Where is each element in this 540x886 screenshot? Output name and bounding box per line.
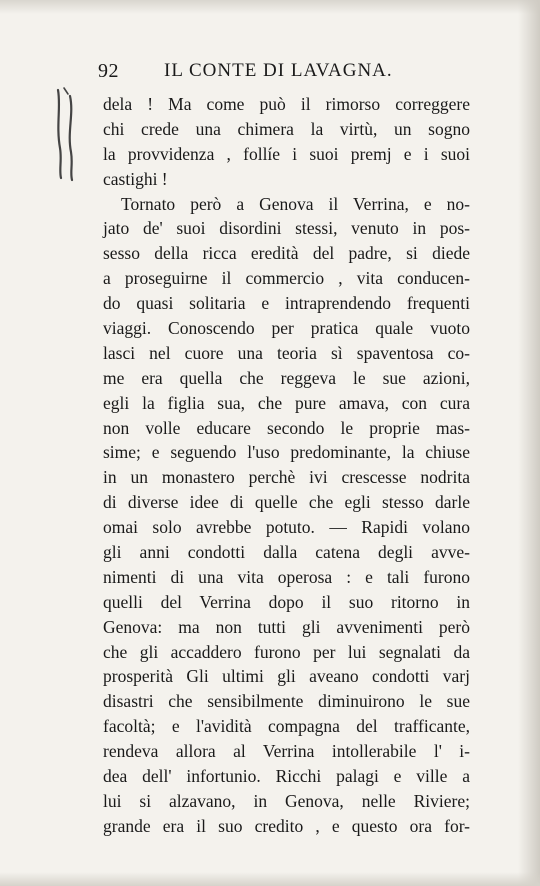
page-text bbox=[103, 92, 470, 839]
text-line: prosperità Gli ultimi gli aveano condotti varj bbox=[103, 666, 470, 687]
text-line: do quasi solitaria e intraprendendo frequenti bbox=[103, 293, 470, 314]
text-line: nimenti di una vita operosa : e tali furono bbox=[103, 566, 470, 587]
text-line: dela ! Ma come può il rimorso correggere bbox=[103, 94, 470, 114]
text-line: quelli del Verrina dopo il suo ritorno in bbox=[103, 591, 470, 612]
text-line: in un monastero perchè ivi crescesse nodrita bbox=[103, 467, 470, 488]
text-line: che gli accaddero furono per lui segnalati da bbox=[103, 641, 470, 662]
text-line: lui si alzavano, in Genova, nelle Riviere; bbox=[103, 790, 470, 811]
text-line: castighi ! bbox=[103, 168, 168, 189]
running-title: IL CONTE DI LAVAGNA. bbox=[164, 60, 393, 81]
page-edge-bottom bbox=[0, 872, 540, 886]
page-edge-right bbox=[518, 0, 540, 886]
page-edge-top bbox=[0, 0, 540, 14]
text-line: rendeva allora al Verrina intollerabile l' i- bbox=[103, 741, 470, 762]
text-line: sesso della ricca eredità del padre, si diede bbox=[103, 243, 470, 264]
text-line: viaggi. Conoscendo per pratica quale vuoto bbox=[103, 318, 470, 339]
page-header bbox=[98, 60, 470, 90]
text-line: disastri che sensibilmente diminuirono le sue bbox=[103, 691, 470, 712]
text-line: dea dell' infortunio. Ricchi palagi e ville a bbox=[103, 766, 470, 787]
text-line: egli la figlia sua, che pure amava, con cura bbox=[103, 392, 470, 413]
text-line: sime; e seguendo l'uso predominante, la chiuse bbox=[103, 442, 470, 463]
text-line: lasci nel cuore una teoria sì spaventosa co- bbox=[103, 342, 470, 363]
text-line: a proseguirne il commercio , vita conducen- bbox=[103, 268, 470, 289]
text-line: non volle educare secondo le proprie mas- bbox=[103, 417, 470, 438]
text-line: facoltà; e l'avidità compagna del trafficante, bbox=[103, 716, 470, 737]
text-line: grande era il suo credito , e questo ora for- bbox=[103, 815, 470, 836]
text-line: di diverse idee di quelle che egli stesso darle bbox=[103, 492, 470, 513]
handwritten-margin-mark-icon bbox=[52, 86, 86, 182]
text-line: omai solo avrebbe potuto. — Rapidi volano bbox=[103, 517, 470, 538]
page-number: 92 bbox=[98, 60, 119, 82]
text-line: gli anni condotti dalla catena degli avve- bbox=[103, 542, 470, 563]
text-line: chi crede una chimera la virtù, un sogno bbox=[103, 118, 470, 139]
text-line: jato de' suoi disordini stessi, venuto in pos- bbox=[103, 218, 470, 239]
text-line: la provvidenza , follíe i suoi premj e i suoi bbox=[103, 143, 470, 164]
text-line: me era quella che reggeva le sue azioni, bbox=[103, 367, 470, 388]
text-line: Genova: ma non tutti gli avvenimenti però bbox=[103, 616, 470, 637]
text-line: Tornato però a Genova il Verrina, e no- bbox=[121, 193, 470, 214]
